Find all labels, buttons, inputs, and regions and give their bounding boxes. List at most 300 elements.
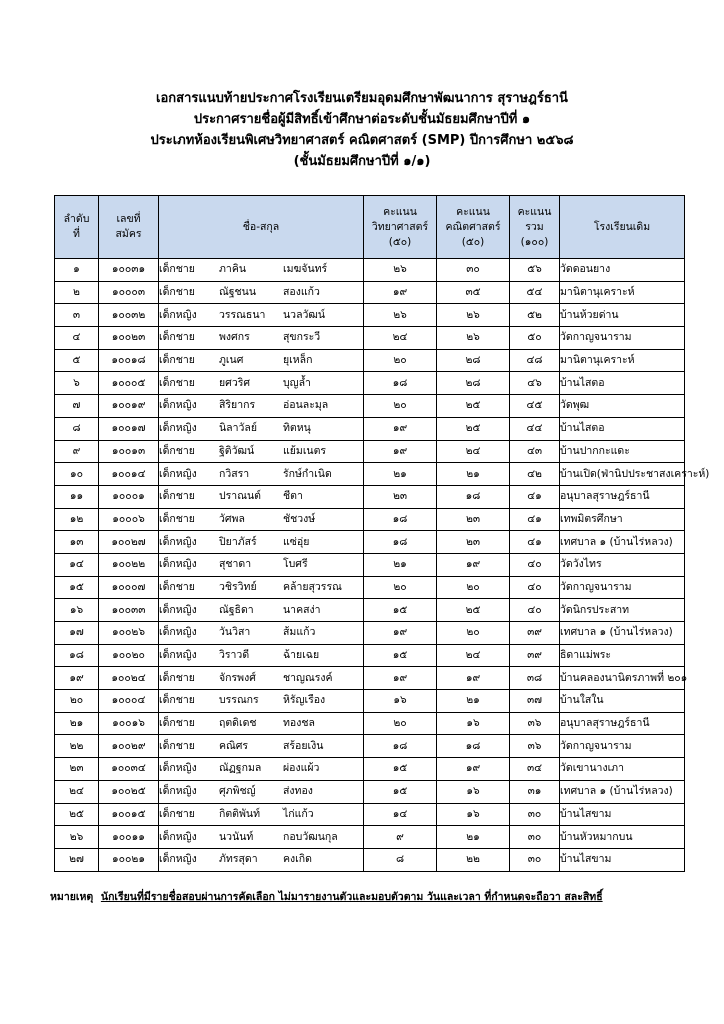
header-science-score: คะแนน วิทยาศาสตร์ (๕๐): [364, 196, 437, 259]
name-last: นวลวัฒน์: [283, 308, 326, 321]
table-row: [55, 372, 685, 395]
cell-name: [159, 780, 364, 803]
cell-science-score: ๑๙: [364, 622, 437, 645]
cell-previous-school: มานิตานุเคราะห์: [560, 349, 685, 372]
cell-math-score: ๒๐: [437, 622, 510, 645]
cell-name: [159, 281, 364, 304]
cell-name: [159, 259, 364, 282]
cell-math-score: ๒๑: [437, 826, 510, 849]
cell-application-no: ๑๐๐๓๔: [99, 758, 159, 781]
name-last: ทิตหนุ: [283, 422, 311, 435]
cell-application-no: ๑๐๐๓๑: [99, 259, 159, 282]
name-last: ส่งทอง: [283, 785, 313, 798]
name-last: รักษ์กำเนิด: [283, 467, 332, 480]
cell-total-score: ๔๘: [510, 349, 560, 372]
name-first: ภูเนศ: [219, 354, 244, 367]
cell-total-score: ๔๔: [510, 417, 560, 440]
cell-previous-school: อนุบาลสุราษฎร์ธานี: [560, 485, 685, 508]
cell-science-score: ๒๔: [364, 327, 437, 350]
cell-order: ๓: [55, 304, 99, 327]
cell-previous-school: บ้านไสขาม: [560, 848, 685, 871]
header-line-4: (ชั้นมัธยมศึกษาปีที่ ๑/๑): [293, 154, 431, 169]
cell-order: ๕: [55, 349, 99, 372]
cell-total-score: ๔๑: [510, 508, 560, 531]
cell-order: ๒๒: [55, 735, 99, 758]
cell-science-score: ๒๑: [364, 553, 437, 576]
cell-order: ๑๔: [55, 553, 99, 576]
name-first: นวนันท์: [219, 830, 254, 843]
header-line-1: เอกสารแนบท้ายประกาศโรงเรียนเตรียมอุดมศึกษาพัฒนาการ สุราษฎร์ธานี: [156, 91, 568, 106]
name-title: เด็กหญิง: [159, 626, 197, 639]
name-last: ชาญณรงค์: [283, 671, 333, 684]
cell-total-score: ๔๐: [510, 599, 560, 622]
footnote: [50, 888, 710, 905]
cell-name: [159, 553, 364, 576]
cell-previous-school: วัดนิกรประสาท: [560, 599, 685, 622]
cell-previous-school: วัดดอนยาง: [560, 259, 685, 282]
cell-math-score: ๒๑: [437, 463, 510, 486]
cell-previous-school: เทพมิตรศึกษา: [560, 508, 685, 531]
cell-science-score: ๑๙: [364, 281, 437, 304]
name-last: ฉ้ายเฉย: [283, 649, 320, 662]
cell-name: [159, 690, 364, 713]
name-first: กวิสรา: [219, 467, 250, 480]
cell-application-no: ๑๐๐๑๑: [99, 826, 159, 849]
cell-application-no: ๑๐๐๐๔: [99, 690, 159, 713]
cell-previous-school: บ้านคลองนานิตรภาพที่ ๒๐๑: [560, 667, 685, 690]
name-first: สุชาดา: [219, 558, 252, 571]
cell-order: ๑๗: [55, 622, 99, 645]
table-row: [55, 803, 685, 826]
cell-science-score: ๑๙: [364, 417, 437, 440]
name-title: เด็กหญิง: [159, 399, 197, 412]
table-row: [55, 327, 685, 350]
header-total-score: คะแนน รวม (๑๐๐): [510, 196, 560, 259]
cell-math-score: ๒๓: [437, 531, 510, 554]
cell-total-score: ๔๑: [510, 485, 560, 508]
cell-science-score: ๙: [364, 826, 437, 849]
cell-previous-school: วัดพุฒ: [560, 395, 685, 418]
cell-previous-school: วัดกาญจนาราม: [560, 327, 685, 350]
cell-total-score: ๓๑: [510, 780, 560, 803]
name-last: อ่อนละมุล: [283, 399, 329, 412]
cell-order: ๘: [55, 417, 99, 440]
cell-order: ๑๖: [55, 599, 99, 622]
cell-science-score: ๑๕: [364, 758, 437, 781]
cell-previous-school: บ้านไสตอ: [560, 372, 685, 395]
cell-name: [159, 622, 364, 645]
name-last: โบศรี: [283, 558, 308, 571]
cell-name: [159, 576, 364, 599]
cell-total-score: ๕๐: [510, 327, 560, 350]
name-last: สองแก้ว: [283, 286, 320, 299]
table-row: [55, 304, 685, 327]
cell-math-score: ๒๒: [437, 848, 510, 871]
cell-previous-school: เทศบาล ๑ (บ้านไร่หลวง): [560, 531, 685, 554]
cell-application-no: ๑๐๐๒๔: [99, 667, 159, 690]
cell-science-score: ๑๕: [364, 780, 437, 803]
cell-science-score: ๑๘: [364, 531, 437, 554]
cell-previous-school: อนุบาลสุราษฎร์ธานี: [560, 712, 685, 735]
name-title: เด็กหญิง: [159, 558, 197, 571]
cell-total-score: ๕๖: [510, 259, 560, 282]
cell-application-no: ๑๐๐๒๖: [99, 622, 159, 645]
cell-application-no: ๑๐๐๒๕: [99, 780, 159, 803]
name-title: เด็กชาย: [159, 331, 195, 344]
name-last: คงเกิด: [283, 853, 312, 866]
header-previous-school: โรงเรียนเดิม: [560, 196, 685, 259]
name-last: กอบวัฒนกุล: [283, 830, 338, 843]
cell-name: [159, 440, 364, 463]
name-title: เด็กหญิง: [159, 785, 197, 798]
cell-name: [159, 395, 364, 418]
cell-science-score: ๒๓: [364, 485, 437, 508]
cell-application-no: ๑๐๐๒๙: [99, 735, 159, 758]
name-first: กิตติพันท์: [219, 807, 261, 820]
cell-order: ๒๗: [55, 848, 99, 871]
cell-application-no: ๑๐๐๒๑: [99, 848, 159, 871]
header-name: ชื่อ-สกุล: [159, 196, 364, 259]
cell-name: [159, 803, 364, 826]
cell-total-score: ๓๐: [510, 826, 560, 849]
cell-science-score: ๒๐: [364, 712, 437, 735]
cell-previous-school: วัดวังไทร: [560, 553, 685, 576]
cell-science-score: ๑๘: [364, 508, 437, 531]
cell-total-score: ๔๐: [510, 553, 560, 576]
cell-math-score: ๒๕: [437, 599, 510, 622]
name-last: บุญล้ำ: [283, 376, 311, 389]
name-first: ศุภพิชญ์: [219, 785, 256, 798]
cell-application-no: ๑๐๐๐๑: [99, 485, 159, 508]
name-title: เด็กชาย: [159, 376, 195, 389]
name-last: ยุเหล็ก: [283, 354, 313, 367]
cell-total-score: ๕๔: [510, 281, 560, 304]
table-row: [55, 576, 685, 599]
cell-math-score: ๒๔: [437, 644, 510, 667]
table-row: [55, 644, 685, 667]
cell-total-score: ๓๙: [510, 622, 560, 645]
cell-order: ๗: [55, 395, 99, 418]
cell-name: [159, 304, 364, 327]
name-title: เด็กชาย: [159, 263, 195, 276]
cell-previous-school: เทศบาล ๑ (บ้านไร่หลวง): [560, 622, 685, 645]
name-first: ปิยาภัสร์: [219, 535, 257, 548]
cell-math-score: ๑๙: [437, 553, 510, 576]
cell-total-score: ๔๖: [510, 372, 560, 395]
table-row: [55, 485, 685, 508]
name-first: ณัฐธิดา: [219, 603, 254, 616]
name-first: วันวิสา: [219, 626, 251, 639]
cell-math-score: ๑๖: [437, 803, 510, 826]
cell-name: [159, 667, 364, 690]
cell-order: ๑: [55, 259, 99, 282]
cell-name: [159, 349, 364, 372]
table-row: [55, 259, 685, 282]
name-title: เด็กหญิง: [159, 308, 197, 321]
name-last: ไก่แก้ว: [283, 807, 314, 820]
cell-application-no: ๑๐๐๐๖: [99, 508, 159, 531]
name-title: เด็กหญิง: [159, 422, 197, 435]
cell-name: [159, 417, 364, 440]
table-row: [55, 690, 685, 713]
cell-order: ๑๘: [55, 644, 99, 667]
cell-application-no: ๑๐๐๑๔: [99, 463, 159, 486]
table-row: [55, 395, 685, 418]
cell-name: [159, 327, 364, 350]
cell-application-no: ๑๐๐๑๗: [99, 417, 159, 440]
name-title: เด็กหญิง: [159, 762, 197, 775]
cell-math-score: ๒๖: [437, 304, 510, 327]
name-last: ชีตา: [283, 490, 303, 503]
name-last: สร้อยเงิน: [283, 739, 324, 752]
cell-total-score: ๓๘: [510, 667, 560, 690]
name-last: ส้มแก้ว: [283, 626, 316, 639]
table-row: [55, 463, 685, 486]
name-first: บรรณกร: [219, 694, 259, 707]
cell-total-score: ๔๒: [510, 463, 560, 486]
cell-previous-school: บ้านเปิด(ฟ่านิปประชาสงเคราะห์): [560, 463, 685, 486]
cell-order: ๒๓: [55, 758, 99, 781]
cell-name: [159, 644, 364, 667]
name-first: ปราณนต์: [219, 490, 261, 503]
name-first: วิราวดี: [219, 649, 250, 662]
cell-math-score: ๒๕: [437, 395, 510, 418]
name-title: เด็กหญิง: [159, 535, 197, 548]
cell-science-score: ๑๕: [364, 599, 437, 622]
cell-math-score: ๑๖: [437, 780, 510, 803]
cell-math-score: ๒๐: [437, 576, 510, 599]
cell-order: ๒๔: [55, 780, 99, 803]
table-row: [55, 735, 685, 758]
cell-previous-school: มานิตานุเคราะห์: [560, 281, 685, 304]
table-row: [55, 780, 685, 803]
cell-order: ๒๐: [55, 690, 99, 713]
name-title: เด็กหญิง: [159, 649, 197, 662]
cell-name: [159, 826, 364, 849]
name-first: นิลาวัลย์: [219, 422, 257, 435]
cell-science-score: ๒๖: [364, 259, 437, 282]
cell-math-score: ๑๙: [437, 758, 510, 781]
name-title: เด็กหญิง: [159, 603, 197, 616]
name-title: เด็กชาย: [159, 807, 195, 820]
cell-application-no: ๑๐๐๒๗: [99, 531, 159, 554]
cell-order: ๒: [55, 281, 99, 304]
cell-science-score: ๒๑: [364, 463, 437, 486]
cell-previous-school: บ้านใสใน: [560, 690, 685, 713]
table-row: [55, 553, 685, 576]
cell-previous-school: บ้านไสตอ: [560, 417, 685, 440]
cell-order: ๑๐: [55, 463, 99, 486]
cell-total-score: ๔๑: [510, 531, 560, 554]
cell-total-score: ๓๙: [510, 644, 560, 667]
cell-science-score: ๑๔: [364, 803, 437, 826]
name-title: เด็กชาย: [159, 512, 195, 525]
header-line-2: ประกาศรายชื่อผู้มีสิทธิ์เข้าศึกษาต่อระดับชั้นมัธยมศึกษาปีที่ ๑: [193, 112, 531, 127]
cell-previous-school: วัดกาญจนาราม: [560, 576, 685, 599]
cell-science-score: ๑๕: [364, 644, 437, 667]
name-last: ผ่องแผ้ว: [283, 762, 320, 775]
name-title: เด็กชาย: [159, 671, 195, 684]
cell-previous-school: เทศบาล ๑ (บ้านไร่หลวง): [560, 780, 685, 803]
cell-science-score: ๒๐: [364, 576, 437, 599]
table-row: [55, 349, 685, 372]
name-title: เด็กชาย: [159, 444, 195, 457]
cell-previous-school: บ้านปากกะแดะ: [560, 440, 685, 463]
header-line-3: ประเภทห้องเรียนพิเศษวิทยาศาสตร์ คณิตศาสตร์ (SMP) ปีการศึกษา ๒๕๖๘: [150, 133, 574, 148]
cell-total-score: ๓๖: [510, 712, 560, 735]
cell-application-no: ๑๐๐๓๓: [99, 599, 159, 622]
header-application-no: เลขที่ สมัคร: [99, 196, 159, 259]
cell-name: [159, 758, 364, 781]
name-last: ทองชล: [283, 717, 315, 730]
cell-total-score: ๔๐: [510, 576, 560, 599]
name-first: ณัฏฐกมล: [219, 762, 262, 775]
cell-total-score: ๕๒: [510, 304, 560, 327]
cell-order: ๒๖: [55, 826, 99, 849]
table-row: [55, 622, 685, 645]
cell-application-no: ๑๐๐๒๒: [99, 553, 159, 576]
cell-science-score: ๒๐: [364, 349, 437, 372]
name-first: คณิศร: [219, 739, 249, 752]
name-last: ชัชวงษ์: [283, 512, 316, 525]
name-title: เด็กชาย: [159, 286, 195, 299]
cell-application-no: ๑๐๐๐๕: [99, 372, 159, 395]
cell-previous-school: บ้านหัวหมากบน: [560, 826, 685, 849]
name-first: ฐิติวัฒน์: [219, 444, 255, 457]
cell-math-score: ๑๘: [437, 485, 510, 508]
cell-total-score: ๔๓: [510, 440, 560, 463]
header-order: ลำดับ ที่: [55, 196, 99, 259]
name-first: วรรณธนา: [219, 308, 266, 321]
cell-order: ๑๒: [55, 508, 99, 531]
cell-order: ๖: [55, 372, 99, 395]
cell-order: ๒๑: [55, 712, 99, 735]
name-first: ณัฐชนน: [219, 286, 257, 299]
footnote-text: นักเรียนที่มีรายชื่อสอบผ่านการคัดเลือก ไม่มารายงานตัวและมอบตัวตาม วันและเวลา ที่กำหนดจะถือวา สละสิทธิ์: [100, 891, 603, 903]
table-header-row: [55, 196, 685, 259]
table-row: [55, 599, 685, 622]
cell-total-score: ๓๐: [510, 803, 560, 826]
cell-science-score: ๑๙: [364, 440, 437, 463]
cell-math-score: ๒๑: [437, 690, 510, 713]
student-roster-table: [54, 195, 710, 872]
cell-application-no: ๑๐๐๑๖: [99, 712, 159, 735]
name-title: เด็กหญิง: [159, 830, 197, 843]
cell-name: [159, 485, 364, 508]
cell-previous-school: วัดกาญจนาราม: [560, 735, 685, 758]
cell-application-no: ๑๐๐๑๙: [99, 395, 159, 418]
cell-order: ๙: [55, 440, 99, 463]
name-last: แซ่อุ่ย: [283, 535, 310, 548]
table-row: [55, 281, 685, 304]
cell-total-score: ๓๐: [510, 848, 560, 871]
cell-science-score: ๑๖: [364, 690, 437, 713]
cell-order: ๑๕: [55, 576, 99, 599]
name-first: จักรพงศ์: [219, 671, 256, 684]
table-row: [55, 848, 685, 871]
cell-application-no: ๑๐๐๑๘: [99, 349, 159, 372]
cell-previous-school: บ้านห้วยด่าน: [560, 304, 685, 327]
cell-science-score: ๑๙: [364, 667, 437, 690]
cell-application-no: ๑๐๐๐๓: [99, 281, 159, 304]
table-row: [55, 667, 685, 690]
table-row: [55, 531, 685, 554]
cell-order: ๑๙: [55, 667, 99, 690]
cell-science-score: ๒๐: [364, 395, 437, 418]
cell-application-no: ๑๐๐๑๓: [99, 440, 159, 463]
cell-previous-school: ธิดาแม่พระ: [560, 644, 685, 667]
table-row: [55, 440, 685, 463]
cell-math-score: ๒๕: [437, 417, 510, 440]
cell-math-score: ๑๖: [437, 712, 510, 735]
name-first: ภัทรสุดา: [219, 853, 258, 866]
table-row: [55, 758, 685, 781]
cell-math-score: ๒๓: [437, 508, 510, 531]
cell-total-score: ๔๕: [510, 395, 560, 418]
cell-math-score: ๑๙: [437, 667, 510, 690]
cell-order: ๔: [55, 327, 99, 350]
cell-order: ๑๑: [55, 485, 99, 508]
cell-name: [159, 848, 364, 871]
name-title: เด็กหญิง: [159, 853, 197, 866]
cell-previous-school: วัดเขานางเภา: [560, 758, 685, 781]
name-first: สิริยากร: [219, 399, 256, 412]
name-title: เด็กชาย: [159, 717, 195, 730]
cell-total-score: ๓๔: [510, 758, 560, 781]
cell-math-score: ๒๘: [437, 372, 510, 395]
table-row: [55, 826, 685, 849]
name-first: วัศพล: [219, 512, 245, 525]
name-last: คล้ายสุวรรณ: [283, 580, 342, 593]
cell-order: ๒๕: [55, 803, 99, 826]
cell-application-no: ๑๐๐๒๐: [99, 644, 159, 667]
cell-science-score: ๑๘: [364, 372, 437, 395]
table-row: [55, 417, 685, 440]
table-row: [55, 712, 685, 735]
cell-name: [159, 531, 364, 554]
name-first: วชิรวิทย์: [219, 580, 257, 593]
name-last: เมฆจันทร์: [283, 263, 328, 276]
cell-total-score: ๓๖: [510, 735, 560, 758]
cell-total-score: ๓๗: [510, 690, 560, 713]
cell-science-score: ๒๖: [364, 304, 437, 327]
name-last: หิรัญเรือง: [283, 694, 326, 707]
cell-name: [159, 372, 364, 395]
name-first: ยศวริศ: [219, 376, 251, 389]
name-title: เด็กชาย: [159, 580, 195, 593]
cell-previous-school: บ้านไสขาม: [560, 803, 685, 826]
cell-science-score: ๘: [364, 848, 437, 871]
cell-math-score: ๒๘: [437, 349, 510, 372]
table-row: [55, 508, 685, 531]
name-first: ฤตดิเดช: [219, 717, 257, 730]
cell-application-no: ๑๐๐๐๗: [99, 576, 159, 599]
cell-math-score: ๓๐: [437, 259, 510, 282]
cell-math-score: ๒๔: [437, 440, 510, 463]
name-title: เด็กชาย: [159, 739, 195, 752]
cell-math-score: ๓๕: [437, 281, 510, 304]
name-last: สุขกระวี: [283, 331, 321, 344]
cell-name: [159, 463, 364, 486]
name-title: เด็กหญิง: [159, 467, 197, 480]
name-first: พงศกร: [219, 331, 250, 344]
cell-order: ๑๓: [55, 531, 99, 554]
cell-math-score: ๑๘: [437, 735, 510, 758]
cell-application-no: ๑๐๐๓๒: [99, 304, 159, 327]
name-last: แย้มเนตร: [283, 444, 327, 457]
cell-science-score: ๑๘: [364, 735, 437, 758]
document-header: [0, 88, 724, 172]
